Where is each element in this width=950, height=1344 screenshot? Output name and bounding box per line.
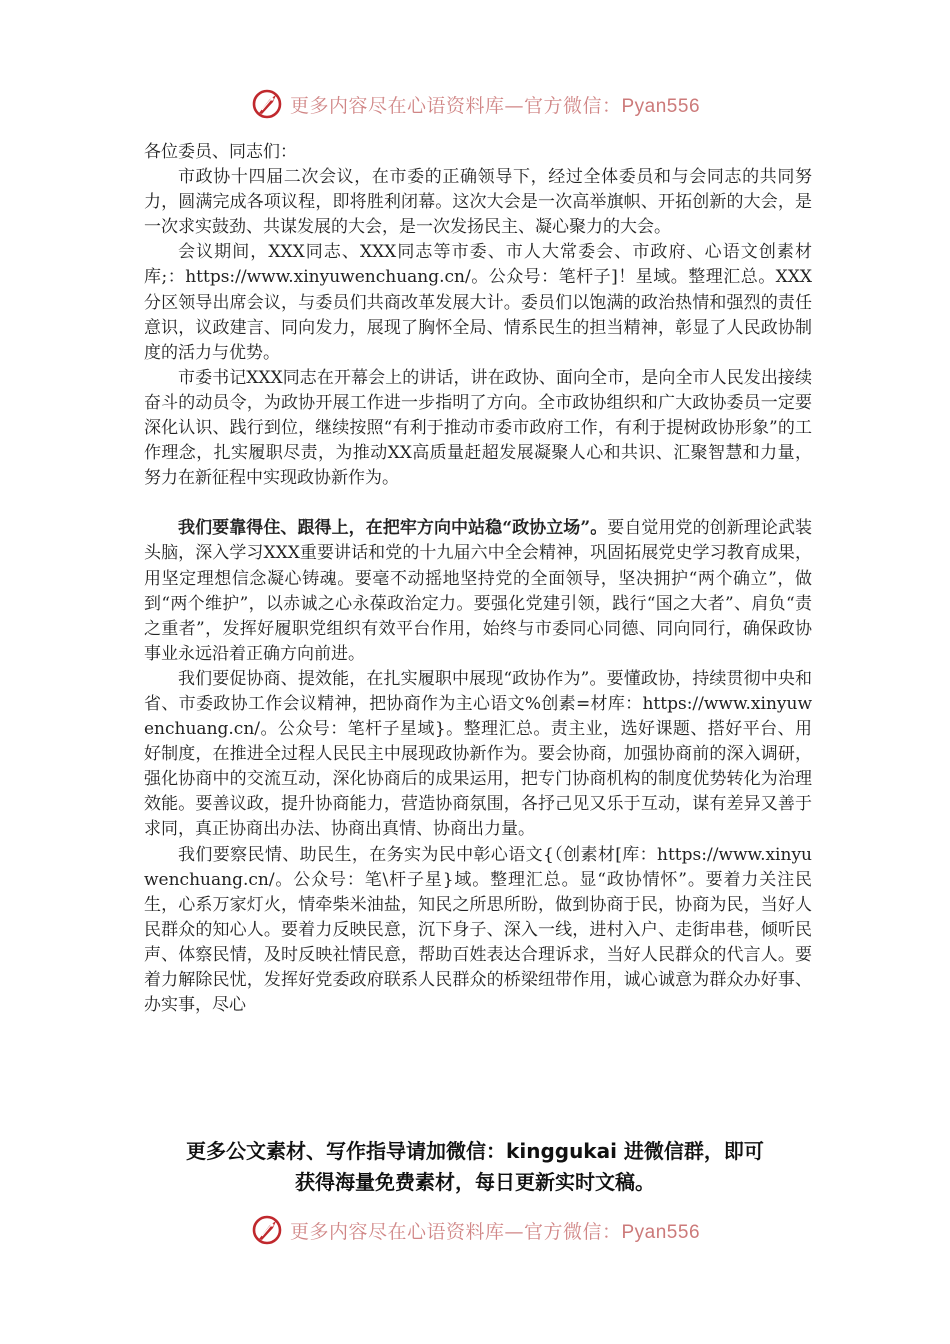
paragraph-2: 会议期间，XXX同志、XXX同志等市委、市人大常委会、市政府、心语文创素材库;：https://www.xinyuwenchuang.cn/。公众号：笔杆子]！星域。整理汇总。XXX分区领导出席会议，与委员们共商改革发展大计。委员们以饱满的政治热情和强烈的责任意识，议政建言、同向发力，展现了胸怀全局、情系民生的担当精神，彰显了人民政协制度的活力与优势。	[144, 242, 812, 363]
footer-banner-wechat-id: Pyan556	[621, 1221, 701, 1243]
promo-line-2: 获得海量免费素材，每日更新实时文稿。	[295, 1170, 655, 1194]
pen-nib-logo-icon	[250, 87, 284, 121]
banner-text	[290, 91, 700, 118]
paragraph-3: 市委书记XXX同志在开幕会上的讲话，讲在政协、面向全市，是向全市人民发出接续奋斗的动员令，为政协开展工作进一步指明了方向。全市政协组织和广大政协委员一定要深化认识、践行到位，继续按照“有利于推动市委市政府工作，有利于提树政协形象”的工作理念，扎实履职尽责，为推动XX高质量赶超发展凝聚人心和共识、汇聚智慧和力量，努力在新征程中实现政协新作为。	[144, 367, 812, 489]
paragraph-4-body: 要自觉用党的创新理论武装头脑，深入学习XXX重要讲话和党的十九届六中全会精神，巩固拓展党史学习教育成果，用坚定理想信念凝心铸魂。要毫不动摇地坚持党的全面领导，坚决拥护“两个确立”，做到“两个维护”，以赤诚之心永葆政治定力。要强化党建引领，践行“国之大者”、肩负“责之重者”，发挥好履职党组织有效平台作用，始终与市委同心同德、同向同行，确保政协事业永远沿着正确方向前进。	[144, 518, 813, 664]
footer-banner-main-text: 更多内容尽在心语资料库—官方微信：	[289, 1220, 622, 1243]
paragraph-5: 我们要促协商、提效能，在扎实履职中展现“政协作为”。要懂政协，持续贯彻中央和省、市委政协工作会议精神，把协商作为主心语文%创素=材库：https://www.xinyuwenchuang.cn/。公众号：笔杆子星域}。整理汇总。责主业，选好课题、搭好平台、用好制度，在推进全过程人民民主中展现政协新作为。要会协商，加强协商前的深入调研，强化协商中的交流互动，深化协商后的成果运用，把专门协商机构的制度优势转化为治理效能。要善议政，提升协商能力，营造协商氛围，各抒己见又乐于互动，谋有差异又善于求同，真正协商出办法、协商出真情、协商出力量。	[144, 668, 812, 840]
banner-main-text: 更多内容尽在心语资料库—官方微信：	[289, 94, 622, 117]
paragraph-6: 我们要察民情、助民生，在务实为民中彰心语文{（创素材[库：https://www.xinyuwenchuang.cn/。公众号：笔\杆子星}域。整理汇总。显“政协情怀”。要着力关注民生，心系万家灯火，情牵柴米油盐，知民之所思所盼，做到协商于民，协商为民，当好人民群众的知心人。要着力反映民意，沉下身子、深入一线，进村入户、走街串巷，倾听民声、体察民情，及时反映社情民意，帮助百姓表达合理诉求，当好人民群众的代言人。要着力解除民忧，发挥好党委政府联系人民群众的桥梁纽带作用，诚心诚意为群众办好事、办实事，尽心	[144, 844, 812, 1016]
promo-block	[100, 1136, 850, 1198]
salutation: 各位委员、同志们：	[144, 142, 297, 162]
paragraph-4-heading: 我们要靠得住、跟得上，在把牢方向中站稳“政协立场”。	[178, 518, 608, 539]
paragraph-1: 市政协十四届二次会议，在市委的正确领导下，经过全体委员和与会同志的共同努力，圆满完成各项议程，即将胜利闭幕。这次大会是一次高举旗帜、开拓创新的大会，是一次求实鼓劲、共谋发展的大会，是一次发扬民主、凝心聚力的大会。	[144, 167, 812, 238]
footer-banner-text	[290, 1217, 700, 1244]
banner-wechat-id: Pyan556	[621, 95, 701, 117]
footer-banner	[0, 1210, 950, 1250]
promo-line-1: 更多公文素材、写作指导请加微信：kinggukai 进微信群，即可	[186, 1139, 764, 1163]
paragraph-4	[144, 516, 812, 667]
pen-nib-logo-icon	[250, 1213, 284, 1247]
header-banner	[0, 84, 950, 124]
document-body	[144, 140, 812, 1018]
